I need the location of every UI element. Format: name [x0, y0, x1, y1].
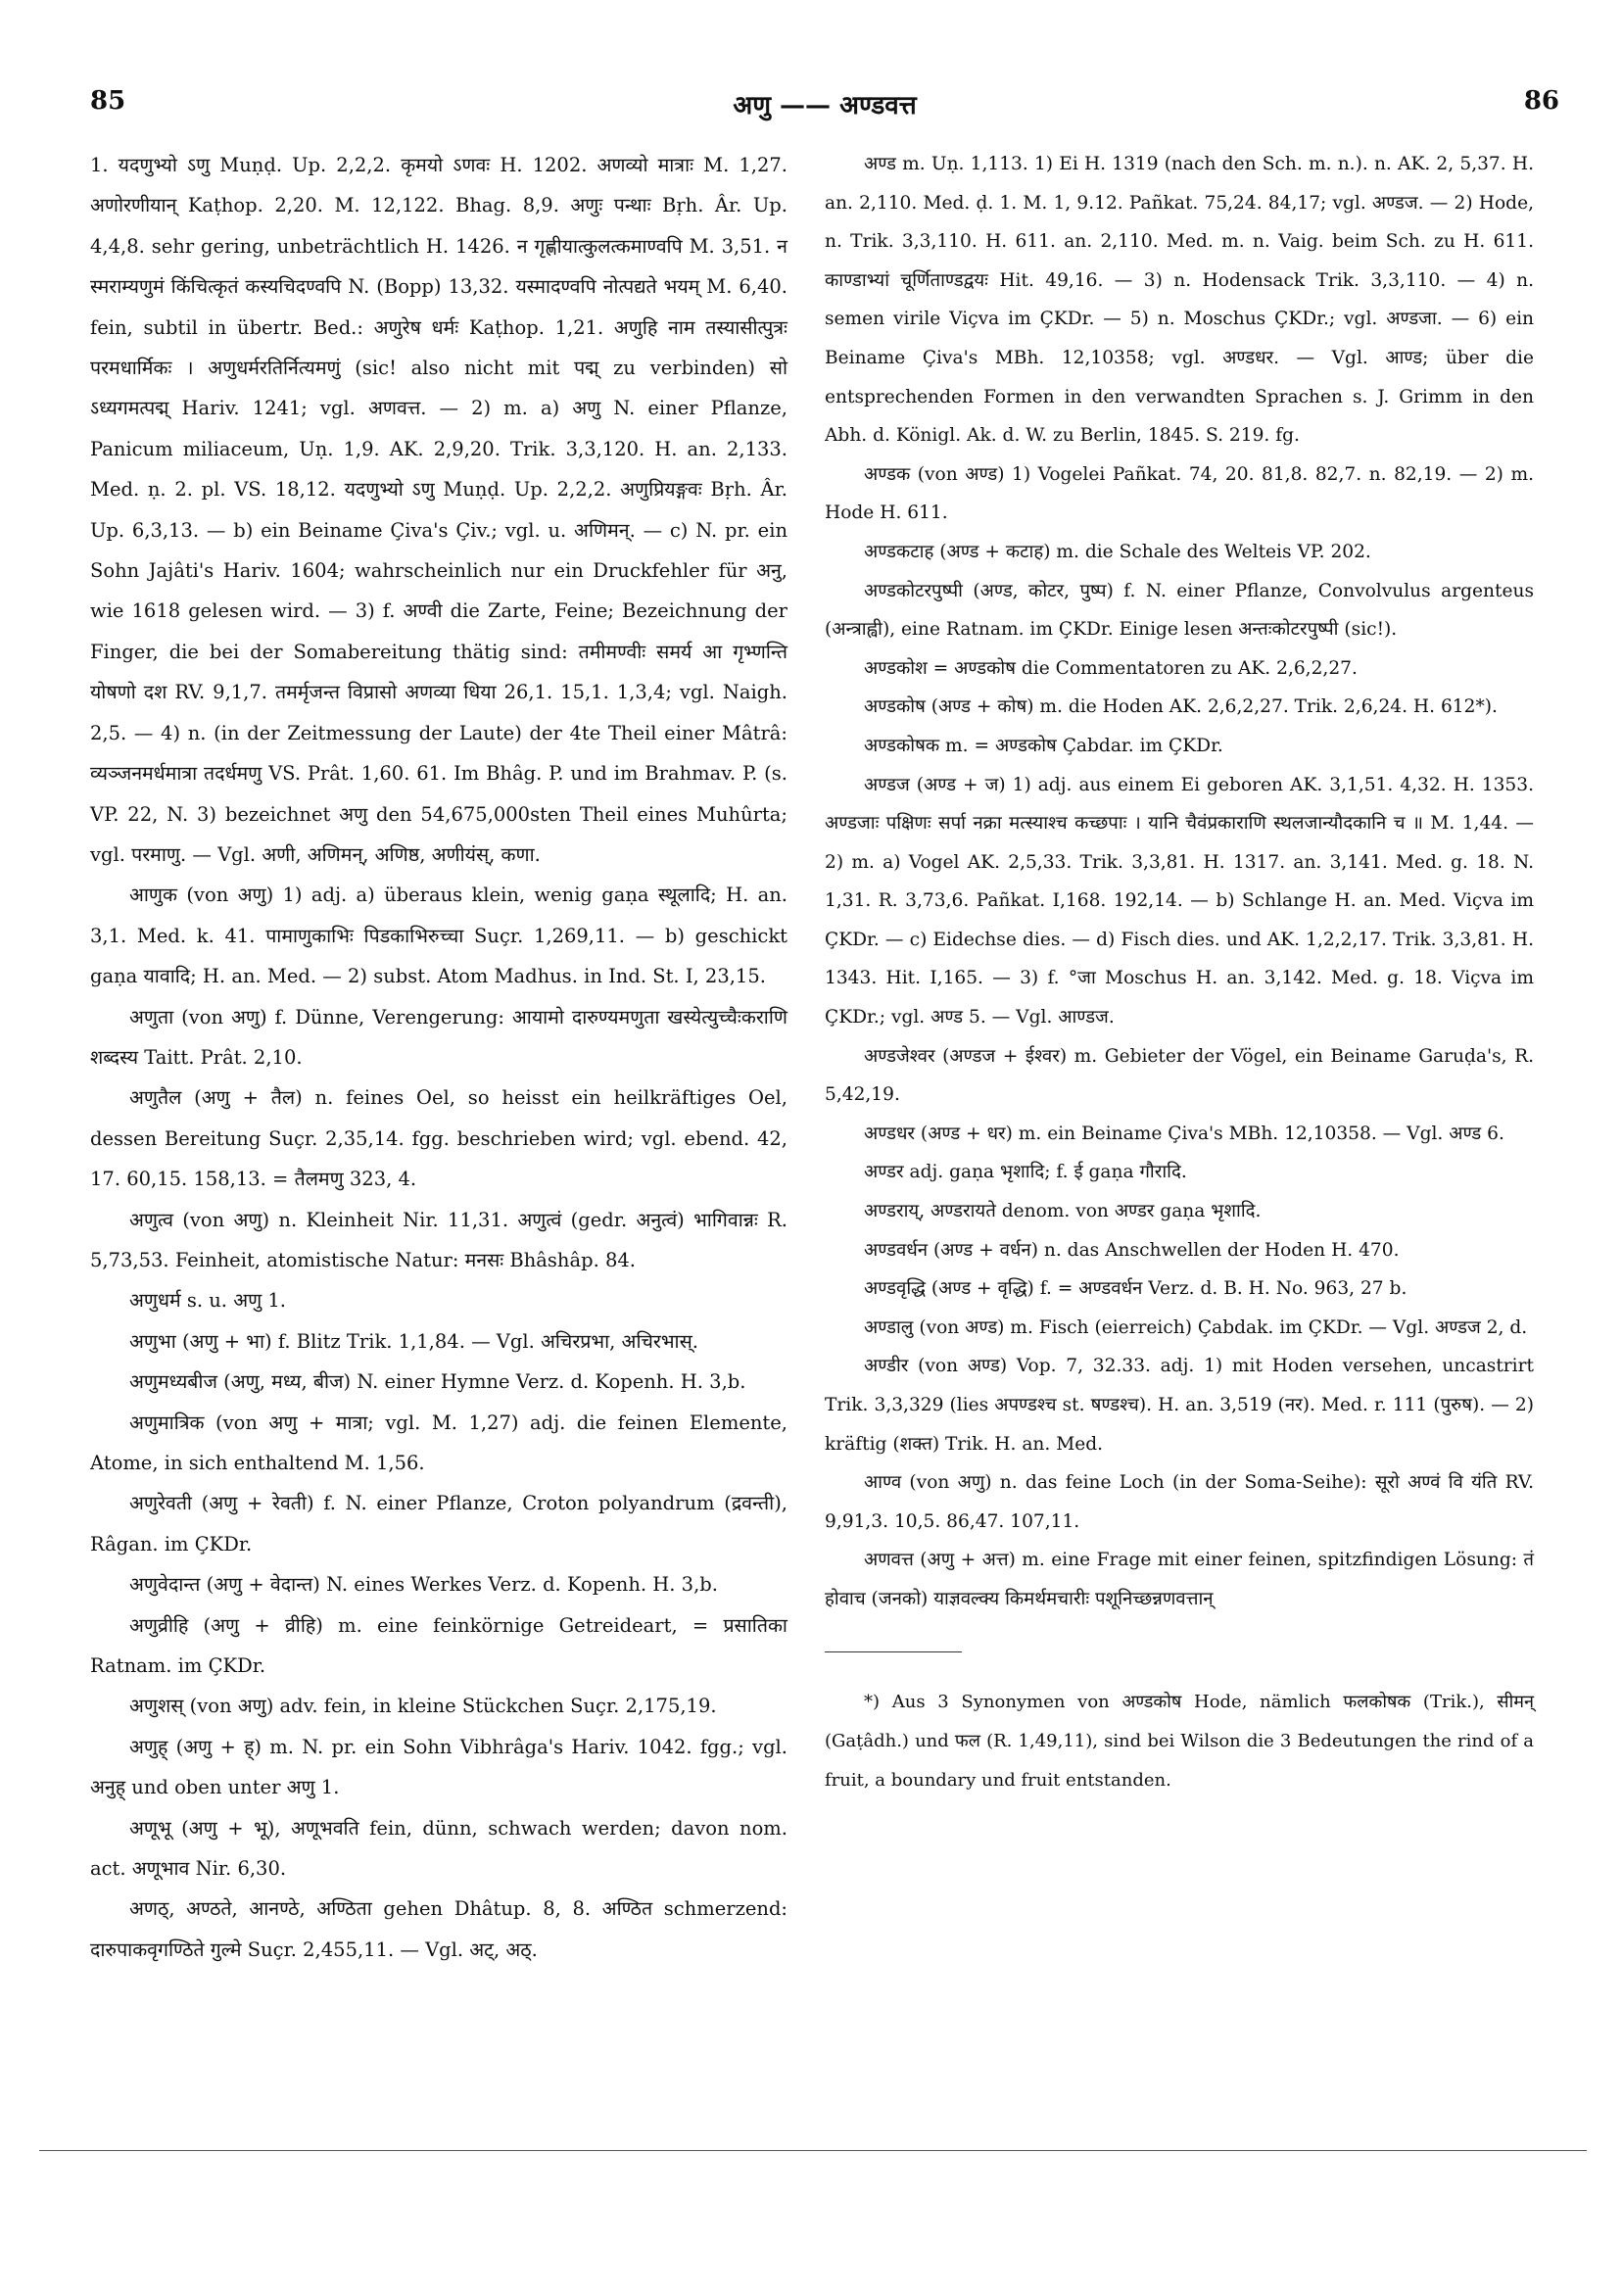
dictionary-entry: आण्व (von अणु) n. das feine Loch (in der Soma-Seihe): सूरो अण्वं वि यंति RV. 9,91,3. 10,5. 86,47. 107,11.: [825, 1472, 1534, 1532]
dictionary-entry: अण्डकटाह (अण्ड + कटाह) m. die Schale des Welteis VP. 202.: [864, 541, 1371, 562]
dictionary-entry: अण्डीर (von अण्ड) Vop. 7, 32.33. adj. 1) mit Hoden versehen, uncastrirt Trik. 3,3,329 (lies अपण्डश्च st. षण्डश्च). H. an. 3,519 (नर). Med. r. 111 (पुरुष). — 2) kräftig (शक्त) Trik. H. an. Med.: [825, 1356, 1534, 1455]
dictionary-entry: 1. यदणुभ्यो ऽणु Muṇḍ. Up. 2,2,2. कृमयो ऽणवः H. 1202. अणव्यो मात्राः M. 1,27. अणोरणीयान् Kaṭhop. 2,20. M. 12,122. Bhag. 8,9. अणुः पन्थाः Bṛh. Âr. Up. 4,4,8. sehr gering, unbeträchtlich H. 1426. न गृह्णीयात्कुलत्कमाण्वपि M. 3,51. न स्मराम्यणुमं किंचित्कृतं कस्यचिदण्वपि N. (Bopp) 13,32. यस्मादण्वपि नोत्पद्यते भयम् M. 6,40. fein, subtil in übertr. Bed.: अणुरेष धर्मः Kaṭhop. 1,21. अणुहि नाम तस्यासीत्पुत्रः परमधार्मिकः । अणुधर्मरतिर्नित्यमणुं (sic! also nicht mit पद्म् zu verbinden) सो ऽध्यगमत्पद्म् Hariv. 1241; vgl. अणवत्त. — 2) m. a) अणु N. einer Pflanze, Panicum miliaceum, Uṇ. 1,9. AK. 2,9,20. Trik. 3,3,120. H. an. 2,133. Med. ṇ. 2. pl. VS. 18,12. यदणुभ्यो ऽणु Muṇḍ. Up. 2,2,2. अणुप्रियङ्गवः Bṛh. Âr. Up. 6,3,13. — b) ein Beiname Çiva's Çiv.; vgl. u. अणिमन्. — c) N. pr. ein Sohn Jajâti's Hariv. 1604; wahrscheinlich nur ein Druckfehler für अनु, wie 1618 gelesen wird. — 3) f. अण्वी die Zarte, Feine; Bezeichnung der Finger, die bei der Somabereitung thätig sind: तमीमण्वीः समर्य आ गृभ्णन्ति योषणो दश RV. 9,1,7. तमर्मृजन्त विप्रासो अणव्या धिया 26,1. 15,1. 1,3,4; vgl. Naigh. 2,5. — 4) n. (in der Zeitmessung der Laute) der 4te Theil einer Mâtrâ: व्यञ्जनमर्धमात्रा तदर्धमणु VS. Prât. 1,60. 61. Im Bhâg. P. und im Brahmav. P. (s. VP. 22, N. 3) bezeichnet अणु den 54,675,000sten Theil eines Muhûrta; vgl. परमाणु. — Vgl. अणी, अणिमन्, अणिष्ठ, अणीयंस्, कणा.: [90, 154, 787, 866]
page-header: [90, 78, 1559, 127]
dictionary-entry: अण्डकोश = अण्डकोष die Commentatoren zu AK. 2,6,2,27.: [864, 657, 1358, 679]
dictionary-entry: अणुशस् (von अणु) adv. fein, in kleine Stückchen Suçr. 2,175,19.: [129, 1695, 717, 1718]
dictionary-entry: अणुधर्म s. u. अणु 1.: [129, 1289, 287, 1313]
dictionary-entry: अण्डकोष (अण्ड + कोष) m. die Hoden AK. 2,6,2,27. Trik. 2,6,24. H. 612*).: [864, 696, 1498, 718]
dictionary-entry: अण्डर adj. gaṇa भृशादि; f. ई gaṇa गौरादि.: [864, 1162, 1187, 1183]
dictionary-entry: अणुरेवती (अणु + रेवती) f. N. einer Pflanze, Croton polyandrum (द्रवन्ती), Râgan. im ÇKDr.: [90, 1492, 787, 1555]
page-number-right: 86: [1523, 86, 1559, 116]
dictionary-entry: अण्डालु (von अण्ड) m. Fisch (eierreich) Çabdak. im ÇKDr. — Vgl. अण्डज 2, d.: [864, 1316, 1528, 1338]
dictionary-entry: अणुवेदान्त (अणु + वेदान्त) N. eines Werkes Verz. d. Kopenh. H. 3,b.: [129, 1573, 718, 1597]
dictionary-entry: अणुह् (अणु + ह्) m. N. pr. ein Sohn Vibhrâga's Hariv. 1042. fgg.; vgl. अनुह् und oben unter अणु 1.: [90, 1735, 787, 1799]
dictionary-entry: अणुता (von अणु) f. Dünne, Verengerung: आयामो दारुण्यमणुता खस्येत्युच्चैःकराणि शब्दस्य Taitt. Prât. 2,10.: [90, 1005, 787, 1069]
dictionary-entry: अणवत्त (अणु + अत्त) m. eine Frage mit einer feinen, spitzfindigen Lösung: तं होवाच (जनको) याज्ञवल्क्य किमर्थमचारीः पशूनिच्छन्नणवत्तान्: [825, 1550, 1534, 1609]
footnote-divider: [825, 1651, 962, 1652]
dictionary-entry: अणूभू (अणु + भू), अणूभवति fein, dünn, schwach werden; davon nom. act. अणूभाव Nir. 6,30.: [90, 1816, 787, 1881]
running-title: अणु —— अण्डवत्त: [733, 91, 917, 120]
left-column: [90, 145, 787, 1970]
dictionary-entry: अण्डराय्, अण्डरायते denom. von अण्डर gaṇa भृशादि.: [864, 1201, 1262, 1222]
dictionary-entry: अण्डकोषक m. = अण्डकोष Çabdar. im ÇKDr.: [864, 735, 1223, 756]
dictionary-entry: आणुक (von अणु) 1) adj. a) überaus klein, wenig gaṇa स्थूलादि; H. an. 3,1. Med. k. 41. पामाणुकाभिः पिडकाभिरुच्चा Suçr. 1,269,11. — b) geschickt gaṇa यावादि; H. an. Med. — 2) subst. Atom Madhus. in Ind. St. I, 23,15.: [90, 884, 787, 988]
dictionary-entry: अण्डवृद्धि (अण्ड + वृद्धि) f. = अण्डवर्धन Verz. d. B. H. No. 963, 27 b.: [864, 1278, 1407, 1300]
dictionary-entry: अणुतैल (अणु + तैल) n. feines Oel, so heisst ein heilkräftiges Oel, dessen Bereitung Suçr. 2,35,14. fgg. beschrieben wird; vgl. ebend. 42, 17. 60,15. 158,13. = तैलमणु 323, 4.: [90, 1086, 787, 1191]
dictionary-entry: अणुमध्यबीज (अणु, मध्य, बीज) N. einer Hymne Verz. d. Kopenh. H. 3,b.: [129, 1370, 746, 1394]
dictionary-entry: अण्डक (von अण्ड) 1) Vogelei Pañkat. 74, 20. 81,8. 82,7. n. 82,19. — 2) m. Hode H. 611.: [825, 463, 1534, 524]
dictionary-entry: अण्डवर्धन (अण्ड + वर्धन) n. das Anschwellen der Hoden H. 470.: [864, 1239, 1400, 1261]
dictionary-entry: अणुत्व (von अणु) n. Kleinheit Nir. 11,31. अणुत्वं (gedr. अनुत्वं) भागिवान्नः R. 5,73,53. Feinheit, atomistische Natur: मनसः Bhâshâp. 84.: [90, 1208, 787, 1271]
dictionary-entry: अणुमात्रिक (von अणु + मात्रा; vgl. M. 1,27) adj. die feinen Elemente, Atome, in sich enthaltend M. 1,56.: [90, 1411, 787, 1474]
dictionary-entry: अणुव्रीहि (अणु + व्रीहि) m. eine feinkörnige Getreideart, = प्रसातिका Ratnam. im ÇKDr.: [90, 1613, 787, 1678]
footnote: *) Aus 3 Synonymen von अण्डकोष Hode, nämlich फलकोषक (Trik.), सीमन् (Gaṭâdh.) und फल (R. 1,49,11), sind bei Wilson die 3 Bedeutungen the rind of a fruit, a boundary und fruit entstanden.: [825, 1692, 1534, 1791]
page-number-left: 85: [90, 86, 126, 116]
dictionary-entry: अण्डजेश्वर (अण्डज + ईश्वर) m. Gebieter der Vögel, ein Beiname Garuḍa's, R. 5,42,19.: [825, 1045, 1534, 1106]
dictionary-entry: अण्डकोटरपुष्पी (अण्ड, कोटर, पुष्प) f. N. einer Pflanze, Convolvulus argenteus (अन्त्राह्वी), eine Ratnam. im ÇKDr. Einige lesen अन्तःकोटरपुष्पी (sic!).: [825, 580, 1534, 641]
right-column: [825, 145, 1534, 1619]
dictionary-entry: अण्ड m. Uṇ. 1,113. 1) Ei H. 1319 (nach den Sch. m. n.). n. AK. 2, 5,37. H. an. 2,110. Med. ḍ. 1. M. 1, 9.12. Pañkat. 75,24. 84,17; vgl. अण्डज. — 2) Hode, n. Trik. 3,3,110. H. 611. an. 2,110. Med. m. n. Vaig. beim Sch. zu H. 611. काण्डाभ्यां चूर्णिताण्डद्वयः Hit. 49,16. — 3) n. Hodensack Trik. 3,3,110. — 4) n. semen virile Viçva im ÇKDr. — 5) n. Moschus ÇKDr.; vgl. अण्डजा. — 6) ein Beiname Çiva's MBh. 12,10358; vgl. अण्डधर. — Vgl. आण्ड; über die entsprechenden Formen in den verwandten Sprachen s. J. Grimm in den Abh. d. Königl. Ak. d. W. zu Berlin, 1845. S. 219. fg.: [825, 154, 1534, 447]
dictionary-entry: अण्डज (अण्ड + ज) 1) adj. aus einem Ei geboren AK. 3,1,51. 4,32. H. 1353. अण्डजाः पक्षिणः सर्पा नक्रा मत्स्याश्च कच्छपाः । यानि चैवंप्रकाराणि स्थलजान्यौदकानि च ॥ M. 1,44. — 2) m. a) Vogel AK. 2,5,33. Trik. 3,3,81. H. 1317. an. 3,141. Med. g. 18. N. 1,31. R. 3,73,6. Pañkat. I,168. 192,14. — b) Schlange H. an. Med. Viçva im ÇKDr. — c) Eidechse dies. — d) Fisch dies. und AK. 1,2,2,17. Trik. 3,3,81. H. 1343. Hit. I,165. — 3) f. °जा Moschus H. an. 3,142. Med. g. 18. Viçva im ÇKDr.; vgl. अण्ड 5. — Vgl. आण्डज.: [825, 774, 1534, 1028]
dictionary-entry: अणठ्, अण्ठते, आनण्ठे, अण्ठिता gehen Dhâtup. 8, 8. अण्ठित schmerzend: दारुपाकवृगण्ठिते गुल्मे Suçr. 2,455,11. — Vgl. अट्, अठ्.: [90, 1897, 787, 1961]
dictionary-entry: अणुभा (अणु + भा) f. Blitz Trik. 1,1,84. — Vgl. अचिरप्रभा, अचिरभास्.: [129, 1329, 698, 1353]
dictionary-entry: अण्डधर (अण्ड + धर) m. ein Beiname Çiva's MBh. 12,10358. — Vgl. अण्ड 6.: [864, 1123, 1504, 1144]
bottom-rule: [39, 2150, 1587, 2151]
